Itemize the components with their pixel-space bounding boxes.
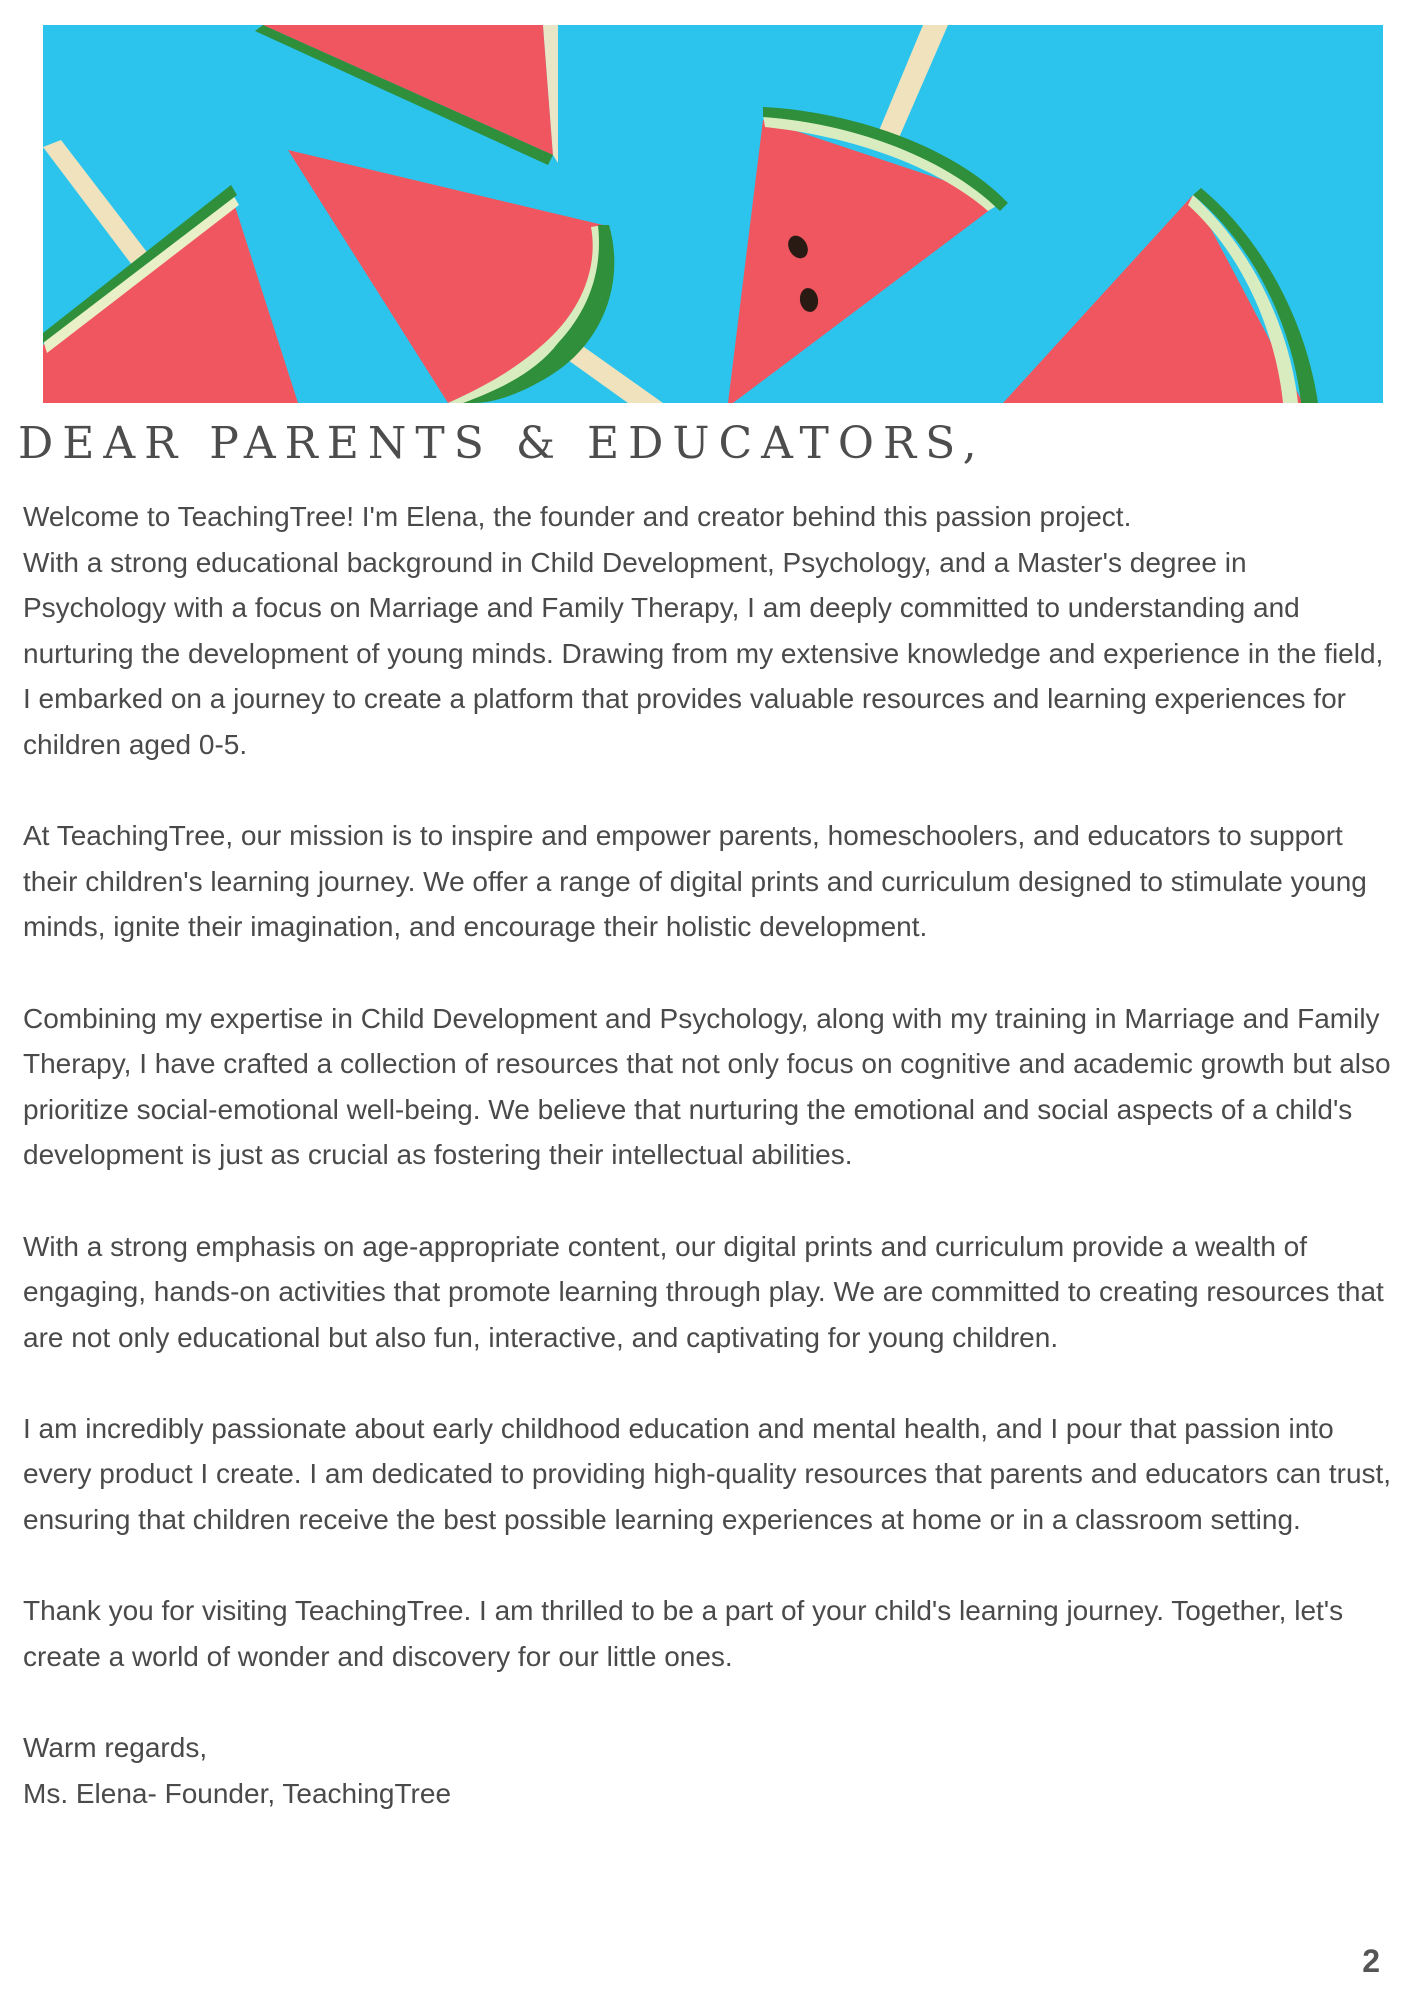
paragraph-content: With a strong emphasis on age-appropriate content, our digital prints and curriculum provide a wealth of engaging, hands-on activities that promote learning through play. We are committed to creating resources that are not only educational but also fun, interactive, and captivating for young children.	[23, 1230, 1384, 1353]
paragraph-mission: At TeachingTree, our mission is to inspire and empower parents, homeschoolers, and educators to support their children's learning journey. We offer a range of digital prints and curriculum designed to stimulate young minds, ignite their imagination, and encourage their holistic development.	[23, 820, 1367, 943]
paragraph-intro-line: Welcome to TeachingTree! I'm Elena, the founder and creator behind this passion project.	[23, 501, 1132, 532]
page-number: 2	[1362, 1943, 1380, 1979]
signature-text: Ms. Elena- Founder, TeachingTree	[23, 1777, 452, 1809]
paragraph-passion: I am incredibly passionate about early childhood education and mental health, and I pour that passion into every product I create. I am dedicated to providing high-quality resources that parents and educators can trust, ensuring that children receive the best possible learning experiences at home or in a classroom setting.	[23, 1412, 1392, 1536]
watermelon-popsicles-illustration	[43, 25, 1383, 403]
paragraph-thanks: Thank you for visiting TeachingTree. I am thrilled to be a part of your child's learning journey. Together, let's create a world of wonder and discovery for our little ones.	[23, 1595, 1344, 1672]
letter-body	[23, 494, 1393, 1816]
paragraph-expertise: Combining my expertise in Child Development and Psychology, along with my training in Marriage and Family Therapy, I have crafted a collection of resources that not only focus on cognitive and academic growth but also prioritize social-emotional well-being. We believe that nurturing the emotional and social aspects of a child's development is just as crucial as fostering their intellectual abilities.	[23, 1002, 1391, 1171]
signoff	[23, 1725, 1393, 1816]
paragraph-background: With a strong educational background in Child Development, Psychology, and a Master's degree in Psychology with a focus on Marriage and Family Therapy, I am deeply committed to understanding and nurturing the development of young minds. Drawing from my extensive knowledge and experience in the field, I embarked on a journey to create a platform that provides valuable resources and learning experiences for children aged 0-5.	[23, 546, 1384, 760]
hero-image	[43, 25, 1383, 403]
letter-heading: DEAR PARENTS & EDUCATORS,	[18, 418, 986, 469]
closing-text: Warm regards,	[23, 1732, 208, 1764]
